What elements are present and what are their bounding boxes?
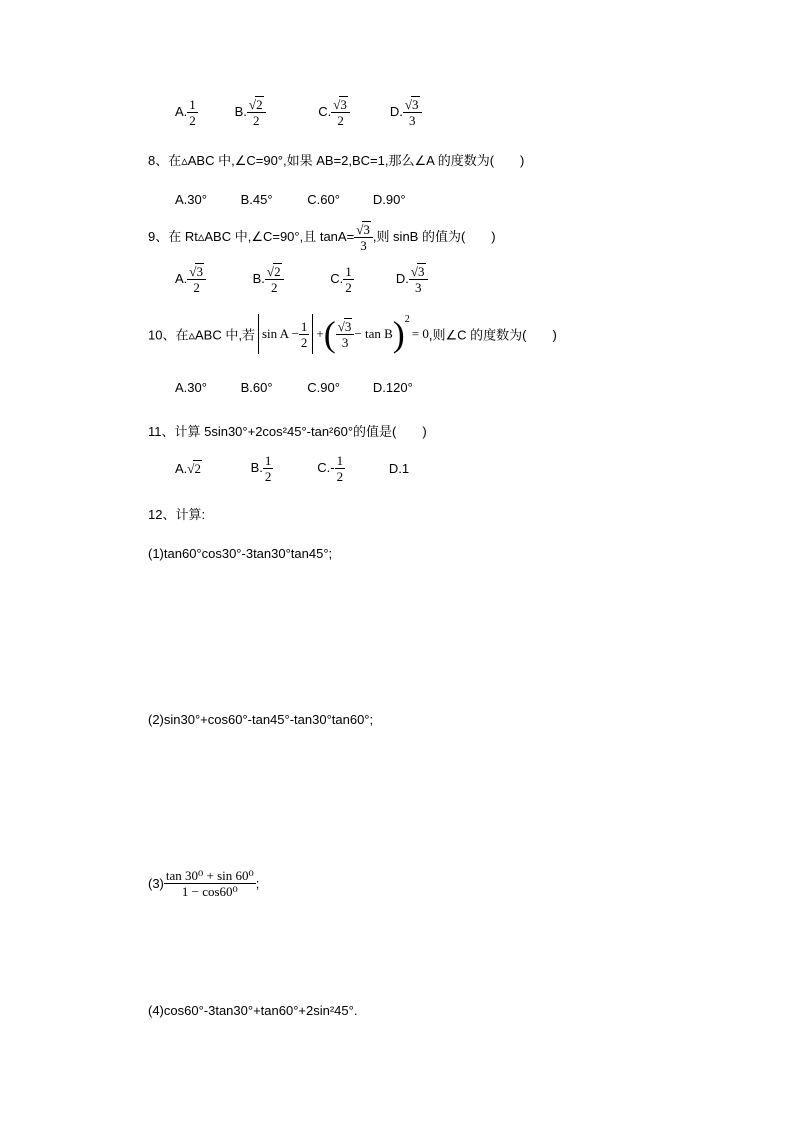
q11-option-b — [251, 453, 314, 484]
radicand: 3 — [418, 264, 425, 279]
q12-title: 12、计算: — [148, 507, 206, 522]
q7-option-a — [175, 97, 231, 128]
radicand: 2 — [274, 264, 281, 279]
denominator: 2 — [300, 334, 308, 350]
q8-question: 8、在▵ABC 中,∠C=90°,如果 AB=2,BC=1,那么∠A 的度数为( ) — [148, 153, 525, 168]
denominator: 3 — [360, 238, 367, 253]
numerator: 1 — [189, 97, 196, 112]
equals-zero: = 0 — [411, 326, 429, 341]
q7-option-d — [390, 97, 422, 128]
denominator: 1 − cos60⁰ — [181, 884, 238, 899]
numerator — [354, 222, 373, 238]
q10-option-c: C.90° — [307, 380, 340, 395]
fraction — [335, 453, 346, 484]
denominator: 2 — [270, 280, 278, 295]
q10-options — [175, 380, 413, 395]
sqrt-symbol: √3 — [337, 318, 352, 334]
q12-part-4: (4)cos60°-3tan30°+tan60°+2sin²45°. — [148, 1003, 358, 1018]
fraction — [409, 264, 428, 295]
sqrt-symbol: √3 — [356, 222, 370, 237]
fraction — [299, 319, 310, 350]
fraction — [343, 264, 354, 295]
option-letter: C. — [318, 103, 332, 119]
numerator: tan 30⁰ + sin 60⁰ — [165, 868, 254, 883]
sin-a-term: sin A − — [261, 326, 299, 341]
option-letter: D. — [389, 103, 403, 119]
q7-option-b — [235, 97, 315, 128]
sqrt-symbol: √2 — [187, 460, 201, 476]
abs-bar-right — [312, 314, 313, 354]
q12-part-1: (1)tan60°cos30°-3tan30°tan45°; — [148, 546, 333, 561]
q10-text-before: 10、在▵ABC 中,若 — [148, 327, 255, 343]
q9-option-c — [330, 264, 392, 295]
fraction — [403, 97, 422, 128]
q9-option-b — [253, 264, 327, 295]
denominator: 3 — [414, 280, 422, 295]
fraction — [265, 264, 284, 295]
sqrt-symbol: √3 — [410, 264, 425, 279]
q10-question — [148, 314, 557, 354]
fraction — [354, 222, 373, 253]
q7-option-c — [318, 97, 386, 128]
q9-question — [148, 222, 496, 253]
option-letter: A. — [175, 103, 188, 119]
option-letter: D. — [395, 270, 409, 286]
fraction — [263, 453, 274, 484]
numerator — [336, 319, 355, 335]
sqrt-symbol: √3 — [333, 97, 347, 112]
q8-option-a: A.30° — [175, 192, 207, 207]
denominator: 2 — [336, 469, 344, 484]
q11-question: 11、计算 5sin30°+2cos²45°-tan²60°的值是( ) — [148, 424, 427, 439]
abs-bar-left — [258, 314, 259, 354]
q11-options — [175, 453, 409, 484]
part-3-prefix: (3) — [148, 876, 164, 891]
q8-option-b: B.45° — [240, 192, 273, 207]
q7-options — [175, 97, 422, 128]
numerator — [265, 264, 284, 280]
q10-option-d: D.120° — [372, 380, 413, 395]
numerator: 1 — [345, 264, 352, 279]
option-letter: A. — [175, 460, 188, 476]
q11-option-a — [175, 461, 247, 477]
q10-option-a: A.30° — [175, 380, 207, 395]
denominator: 2 — [252, 113, 260, 128]
paren-left: ( — [323, 314, 336, 354]
denominator: 2 — [189, 113, 196, 128]
q11-option-d: D.1 — [388, 461, 410, 476]
denominator: 2 — [345, 280, 352, 295]
denominator: 2 — [337, 113, 344, 128]
q12-part-3 — [148, 868, 259, 899]
option-letter: C.- — [317, 459, 335, 475]
part-3-suffix: ; — [255, 876, 260, 891]
denominator: 3 — [408, 113, 416, 128]
sqrt-symbol: √2 — [248, 97, 263, 112]
q9-text-after: ,则 sinB 的值为( ) — [372, 228, 496, 244]
q8-option-c: C.60° — [307, 192, 340, 207]
sqrt-symbol: √3 — [189, 264, 203, 279]
q9-option-a — [175, 264, 249, 295]
radicand: 2 — [256, 97, 263, 112]
option-letter: B. — [250, 459, 263, 475]
sqrt-symbol: √2 — [266, 264, 281, 279]
q10-text-after: ,则∠C 的度数为( ) — [428, 327, 557, 343]
paren-right: ) — [392, 314, 405, 354]
fraction — [247, 97, 266, 128]
q9-option-d — [396, 264, 428, 295]
fraction — [164, 868, 256, 899]
radicand: 3 — [344, 318, 352, 334]
q9-text-before: 9、在 Rt▵ABC 中,∠C=90°,且 tanA= — [148, 228, 355, 244]
q8-option-d: D.90° — [372, 192, 406, 207]
numerator: 1 — [264, 453, 272, 468]
q10-option-b: B.60° — [240, 380, 273, 395]
numerator: 1 — [300, 318, 308, 334]
denominator: 3 — [341, 334, 349, 350]
sqrt-symbol: √3 — [404, 97, 419, 112]
numerator — [331, 97, 350, 113]
q11-option-c — [317, 453, 385, 484]
radicand: 3 — [363, 222, 370, 237]
radicand: 3 — [412, 97, 419, 112]
exponent: 2 — [404, 314, 410, 325]
denominator: 2 — [193, 280, 200, 295]
q9-options — [175, 264, 428, 295]
q8-options — [175, 192, 406, 207]
q12-part-2: (2)sin30°+cos60°-tan45°-tan30°tan60°; — [148, 712, 374, 727]
fraction — [331, 97, 350, 128]
radicand: 3 — [196, 264, 203, 279]
radicand: 2 — [194, 460, 201, 476]
option-letter: C. — [330, 270, 344, 286]
option-letter: A. — [175, 270, 188, 286]
numerator — [247, 97, 266, 113]
numerator: 1 — [336, 453, 344, 468]
numerator — [403, 97, 422, 113]
denominator: 2 — [264, 469, 272, 484]
fraction — [187, 264, 206, 295]
fraction — [187, 97, 198, 128]
fraction — [336, 319, 355, 350]
numerator — [409, 264, 428, 280]
option-letter: B. — [252, 270, 265, 286]
numerator — [187, 264, 206, 280]
tan-b-term: − tan B — [354, 326, 393, 341]
option-letter: B. — [234, 103, 247, 119]
plus-sign: + — [316, 326, 324, 341]
radicand: 3 — [340, 97, 347, 112]
